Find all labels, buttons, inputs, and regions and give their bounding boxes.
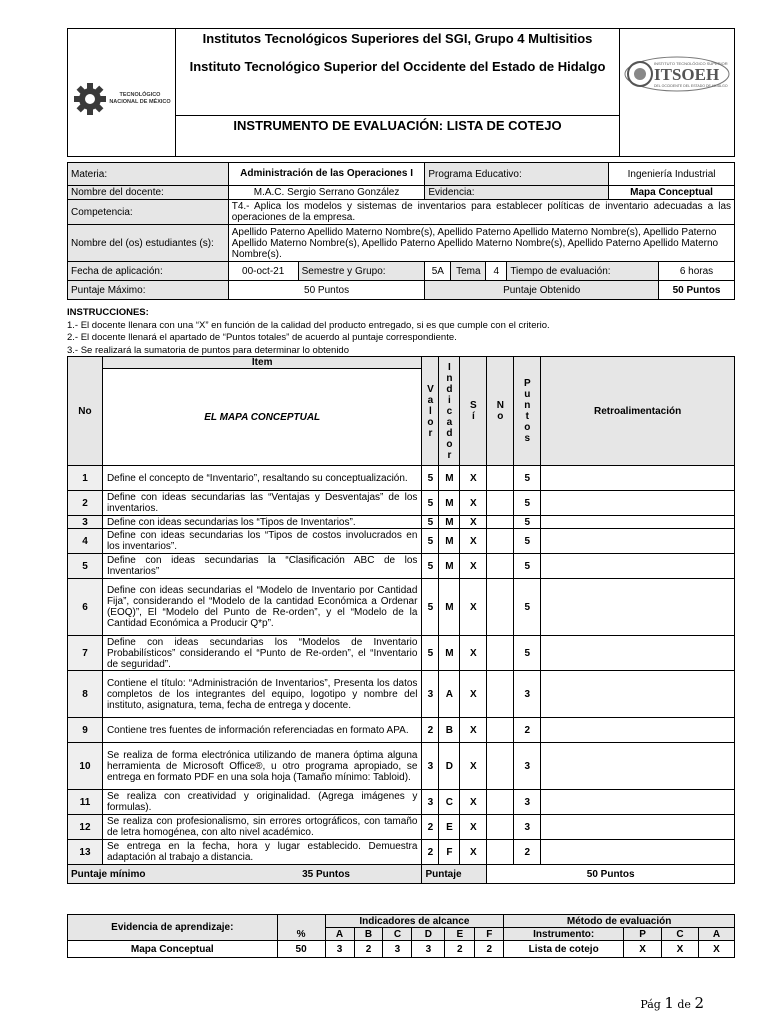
col-valor (422, 357, 439, 466)
vertical-letter: S (470, 400, 477, 411)
row-puntos: 5 (514, 516, 541, 529)
semestre-value: 5A (425, 262, 451, 281)
ind-value: 2 (445, 941, 475, 958)
col-retroalimentacion: Retroalimentación (541, 357, 735, 466)
row-no (487, 718, 514, 743)
ind-letter: B (354, 928, 383, 941)
row-puntos: 5 (514, 579, 541, 636)
row-criterion: Define el concepto de “Inventario”, resaltando su conceptualización. (102, 466, 421, 491)
logo-right-sub: DEL OCCIDENTE DEL ESTADO DE HIDALGO (654, 84, 728, 88)
pca-value: X (662, 941, 699, 958)
vertical-letter: u (524, 389, 531, 400)
puntaje-label: Puntaje (422, 865, 487, 884)
table-row (68, 491, 735, 516)
row-valor: 5 (422, 529, 439, 554)
table-row (68, 466, 735, 491)
row-indicador: M (439, 529, 460, 554)
page-current: 1 (664, 994, 674, 1012)
vertical-letter: s (524, 433, 531, 444)
table-row (68, 815, 735, 840)
row-criterion: Define con ideas secundarias los “Tipos de costos involucrados en los inventarios”. (102, 529, 421, 554)
row-indicador: F (439, 840, 460, 865)
semestre-label: Semestre y Grupo: (298, 262, 425, 281)
row-indicador: M (439, 554, 460, 579)
fecha-value: 00-oct-21 (228, 262, 298, 281)
row-valor: 5 (422, 516, 439, 529)
row-criterion: Contiene el título: “Administración de Inventarios”, Presenta los datos completos de los integrantes del equipo, logotipo y nombre del instituto, asignatura, tema, fecha de entrega y docente. (102, 671, 421, 718)
programa-value: Ingeniería Industrial (609, 163, 735, 186)
vertical-letter: o (524, 422, 531, 433)
row-number: 13 (68, 840, 103, 865)
tema-value: 4 (486, 262, 507, 281)
row-puntos: 5 (514, 529, 541, 554)
row-criterion: Define con ideas secundarias los “Tipos de Inventarios”. (102, 516, 421, 529)
estudiantes-value: Apellido Paterno Apellido Materno Nombre(s), Apellido Paterno Apellido Materno Nombre(s), Apellido Paterno Apellido Materno Nombre(s), Apellido Paterno Apellido Materno Nombre(s), Apellido Paterno Apellido Materno Nombre(s). (228, 225, 734, 262)
instructions (67, 307, 747, 357)
row-indicador: B (439, 718, 460, 743)
row-indicador: E (439, 815, 460, 840)
vertical-letter: d (446, 383, 453, 395)
ind-letter: C (383, 928, 412, 941)
header-title-2: Instituto Tecnológico Superior del Occidente del Estado de Hidalgo (189, 59, 606, 74)
table-row (68, 516, 735, 529)
row-si: X (460, 671, 487, 718)
vertical-letter: i (448, 394, 451, 406)
row-retro (541, 529, 735, 554)
ind-letter: F (475, 928, 504, 941)
row-number: 10 (68, 743, 103, 790)
row-number: 11 (68, 790, 103, 815)
row-puntos: 3 (514, 743, 541, 790)
row-puntos: 5 (514, 636, 541, 671)
col-no: No (68, 357, 103, 466)
row-criterion: Contiene tres fuentes de información referenciadas en formato APA. (102, 718, 421, 743)
page-number (640, 994, 704, 1012)
row-criterion: Se realiza con profesionalismo, sin errores ortográficos, con tamaño de letra homogénea, con alto nivel académico. (102, 815, 421, 840)
row-number: 5 (68, 554, 103, 579)
row-criterion: Se entrega en la fecha, hora y lugar establecido. Demuestra adaptación al trabajo a distancia. (102, 840, 421, 865)
row-number: 8 (68, 671, 103, 718)
summary-table (67, 914, 735, 958)
table-row (68, 579, 735, 636)
competencia-label: Competencia: (68, 200, 229, 225)
row-valor: 2 (422, 815, 439, 840)
row-criterion: Se realiza con creatividad y originalidad. (Agrega imágenes y formulas). (102, 790, 421, 815)
row-valor: 5 (422, 636, 439, 671)
row-criterion: Define con ideas secundarias el “Modelo de Inventario por Cantidad Fija”, considerando el “Modelo de la cantidad Económica a Ordenar (EOQ)”, El “Modelo del Punto de Re-orden”, y el “Modelo de la Cantidad Económica a Producir Q*p”. (102, 579, 421, 636)
evidencia-aprendizaje-value: Mapa Conceptual (68, 941, 278, 958)
row-indicador: M (439, 636, 460, 671)
row-valor: 5 (422, 466, 439, 491)
row-no (487, 529, 514, 554)
row-number: 6 (68, 579, 103, 636)
row-number: 9 (68, 718, 103, 743)
row-no (487, 790, 514, 815)
row-retro (541, 636, 735, 671)
docente-label: Nombre del docente: (68, 186, 229, 200)
instrumento-label: Instrumento: (504, 928, 624, 941)
ind-value: 3 (325, 941, 354, 958)
row-si: X (460, 554, 487, 579)
evidencia-label: Evidencia: (425, 186, 609, 200)
row-valor: 5 (422, 491, 439, 516)
row-si: X (460, 529, 487, 554)
row-valor: 5 (422, 554, 439, 579)
row-valor: 5 (422, 579, 439, 636)
vertical-letter: a (427, 394, 434, 406)
vertical-letter: n (446, 372, 453, 384)
instruction-line: 2.- El docente llenará el apartado de “Puntos totales” de acuerdo al puntaje correspondiente. (67, 332, 457, 344)
pca-value: X (698, 941, 734, 958)
row-si: X (460, 516, 487, 529)
ind-value: 3 (383, 941, 412, 958)
row-retro (541, 466, 735, 491)
row-no (487, 636, 514, 671)
puntaje-minimo-value: 35 Puntos (302, 868, 350, 880)
vertical-letter: o (446, 438, 453, 450)
ind-letter: E (445, 928, 475, 941)
table-row (68, 636, 735, 671)
vertical-letter: I (448, 361, 451, 373)
puntaje-minimo-label: Puntaje mínimo (71, 868, 146, 880)
docente-value: M.A.C. Sergio Serrano González (228, 186, 425, 200)
vertical-letter: n (524, 400, 531, 411)
row-criterion: Se realiza de forma electrónica utilizando de manera óptima alguna herramienta de Microsoft Office®, u otro programa apropiado, se entrega en formato PDF en una sola hoja (Tamaño mínimo: Tabloid). (102, 743, 421, 790)
page-total: 2 (694, 994, 704, 1012)
table-row (68, 718, 735, 743)
row-si: X (460, 466, 487, 491)
row-number: 2 (68, 491, 103, 516)
row-si: X (460, 636, 487, 671)
row-valor: 2 (422, 840, 439, 865)
tecnm-logo (68, 29, 176, 156)
ind-letter: D (412, 928, 445, 941)
row-si: X (460, 815, 487, 840)
table-row (68, 671, 735, 718)
puntaje-obtenido-value: 50 Puntos (659, 281, 735, 300)
row-criterion: Define con ideas secundarias los “Modelos de Inventario Probabilísticos” considerando el “Punto de Re-orden”, el “Inventario de seguridad”. (102, 636, 421, 671)
header-title-1: Institutos Tecnológicos Superiores del SGI, Grupo 4 Multisitios (202, 31, 593, 46)
row-number: 3 (68, 516, 103, 529)
row-no (487, 743, 514, 790)
vertical-letter: t (525, 411, 529, 422)
row-number: 7 (68, 636, 103, 671)
row-no (487, 671, 514, 718)
tiempo-label: Tiempo de evaluación: (507, 262, 659, 281)
row-valor: 2 (422, 718, 439, 743)
table-row (68, 790, 735, 815)
row-puntos: 5 (514, 466, 541, 491)
row-valor: 3 (422, 790, 439, 815)
ind-value: 2 (475, 941, 504, 958)
vertical-letter: r (447, 449, 452, 461)
col-item: Ítem (102, 357, 421, 369)
row-si: X (460, 579, 487, 636)
row-no (487, 491, 514, 516)
vertical-letter: c (446, 405, 453, 417)
row-indicador: M (439, 516, 460, 529)
vertical-letter: N (496, 400, 504, 411)
puntaje-max-label: Puntaje Máximo: (68, 281, 229, 300)
pct-label: % (277, 915, 325, 941)
logo-right-top: INSTITUTO TECNOLÓGICO SUPERIOR (654, 61, 728, 66)
pca-value: X (624, 941, 662, 958)
row-si: X (460, 840, 487, 865)
col-no-cumple (487, 357, 514, 466)
row-indicador: M (439, 491, 460, 516)
pca-letter: P (624, 928, 662, 941)
row-indicador: M (439, 579, 460, 636)
table-row (68, 529, 735, 554)
ind-value: 2 (354, 941, 383, 958)
vertical-letter: a (446, 416, 453, 428)
row-si: X (460, 790, 487, 815)
metodo-label: Método de evaluación (504, 915, 735, 928)
row-valor: 3 (422, 743, 439, 790)
indicadores-label: Indicadores de alcance (325, 915, 504, 928)
row-retro (541, 491, 735, 516)
row-retro (541, 840, 735, 865)
instrumento-value: Lista de cotejo (504, 941, 624, 958)
row-indicador: M (439, 466, 460, 491)
row-no (487, 466, 514, 491)
tema-label: Tema (451, 262, 486, 281)
row-indicador: C (439, 790, 460, 815)
info-table (67, 162, 735, 300)
itsoeh-logo (619, 29, 734, 156)
row-si: X (460, 491, 487, 516)
tiempo-value: 6 horas (659, 262, 735, 281)
puntaje-obtenido-label: Puntaje Obtenido (425, 281, 659, 300)
row-retro (541, 718, 735, 743)
vertical-letter: d (446, 427, 453, 439)
page-de: de (677, 998, 691, 1011)
row-retro (541, 579, 735, 636)
evidencia-value: Mapa Conceptual (609, 186, 735, 200)
row-no (487, 840, 514, 865)
pct-value: 50 (277, 941, 325, 958)
itsoeh-emblem-icon (620, 29, 734, 156)
row-no (487, 516, 514, 529)
row-si: X (460, 718, 487, 743)
row-retro (541, 671, 735, 718)
row-number: 4 (68, 529, 103, 554)
row-puntos: 5 (514, 491, 541, 516)
programa-label: Programa Educativo: (425, 163, 609, 186)
col-item-sub: EL MAPA CONCEPTUAL (102, 369, 421, 466)
pca-letter: C (662, 928, 699, 941)
row-puntos: 3 (514, 790, 541, 815)
row-puntos: 2 (514, 840, 541, 865)
fecha-label: Fecha de aplicación: (68, 262, 229, 281)
row-number: 12 (68, 815, 103, 840)
row-puntos: 2 (514, 718, 541, 743)
col-puntos (514, 357, 541, 466)
materia-label: Materia: (68, 163, 229, 186)
row-indicador: A (439, 671, 460, 718)
puntaje-max-value: 50 Puntos (228, 281, 425, 300)
vertical-letter: o (427, 416, 434, 428)
row-no (487, 815, 514, 840)
row-retro (541, 790, 735, 815)
vertical-letter: l (429, 405, 432, 417)
table-row (68, 554, 735, 579)
row-criterion: Define con ideas secundarias las “Ventajas y Desventajas” de los inventarios. (102, 491, 421, 516)
col-indicador (439, 357, 460, 466)
row-retro (541, 554, 735, 579)
evidencia-aprendizaje-label: Evidencia de aprendizaje: (68, 915, 278, 941)
header-title-3: INSTRUMENTO DE EVALUACIÓN: LISTA DE COTEJO (233, 118, 562, 133)
row-retro (541, 743, 735, 790)
puntaje-value: 50 Puntos (487, 865, 735, 884)
row-valor: 3 (422, 671, 439, 718)
row-retro (541, 516, 735, 529)
row-retro (541, 815, 735, 840)
pca-letter: A (698, 928, 734, 941)
row-puntos: 5 (514, 554, 541, 579)
vertical-letter: P (523, 378, 531, 389)
logo-left-line1: TECNOLÓGICO (119, 92, 161, 98)
logo-left-line2: NACIONAL DE MÉXICO (109, 99, 171, 105)
checklist-table (67, 356, 735, 884)
instruction-line: 3.- Se realizará la sumatoria de puntos para determinar lo obtenido (67, 344, 349, 356)
vertical-letter: o (497, 411, 504, 422)
instruction-line: 1.- El docente llenara con una “X” en función de la calidad del producto entregado, si es que cumple con el criterio. (67, 319, 550, 331)
row-criterion: Define con ideas secundarias la “Clasificación ABC de los Inventarios” (102, 554, 421, 579)
row-puntos: 3 (514, 671, 541, 718)
page-prefix: Pág (640, 998, 661, 1011)
row-si: X (460, 743, 487, 790)
logo-right-name: ITSOEH (654, 65, 720, 84)
ind-value: 3 (412, 941, 445, 958)
estudiantes-label: Nombre del (os) estudiantes (s): (68, 225, 229, 262)
table-row (68, 743, 735, 790)
ind-letter: A (325, 928, 354, 941)
materia-value: Administración de las Operaciones I (228, 163, 425, 186)
table-row (68, 840, 735, 865)
competencia-value: T4.- Aplica los modelos y sistemas de inventarios para establecer políticas de inventario adecuadas a las operaciones de la empresa. (228, 200, 734, 225)
vertical-letter: V (427, 383, 434, 395)
row-puntos: 3 (514, 815, 541, 840)
row-indicador: D (439, 743, 460, 790)
document-header (67, 28, 735, 157)
row-no (487, 579, 514, 636)
vertical-letter: r (428, 427, 433, 439)
instructions-title: INSTRUCCIONES: (67, 307, 149, 318)
col-si (460, 357, 487, 466)
row-no (487, 554, 514, 579)
vertical-letter: í (471, 411, 475, 422)
row-number: 1 (68, 466, 103, 491)
